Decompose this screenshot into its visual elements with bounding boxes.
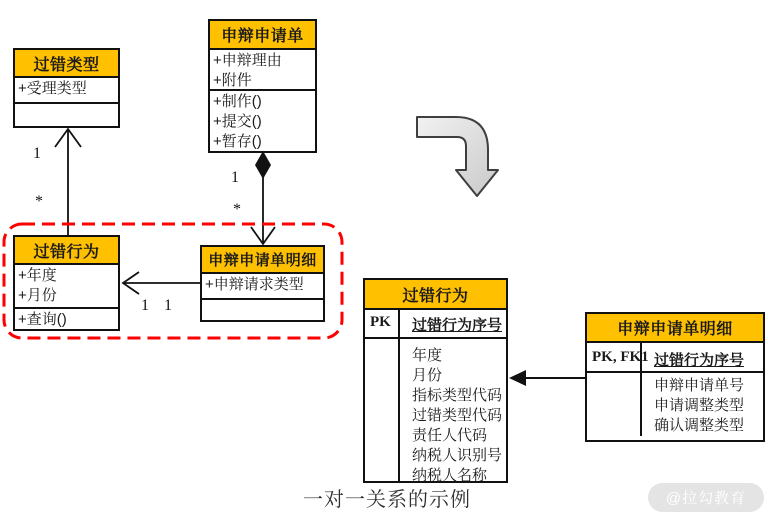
attribute: +年度 xyxy=(18,267,57,284)
uml-class-form-detail xyxy=(200,245,325,322)
method: +暂存() xyxy=(213,133,262,150)
er-body-row xyxy=(587,373,763,436)
composition-connector xyxy=(251,151,275,244)
multiplicity-generalization-child: * xyxy=(35,193,43,210)
er-field: 月份 xyxy=(412,367,443,384)
er-key-spacer xyxy=(365,339,400,481)
er-field: 确认调整类型 xyxy=(654,417,745,434)
er-fields xyxy=(400,339,506,484)
er-field: 申请调整类型 xyxy=(654,397,745,414)
watermark-badge: @拉勾教育 xyxy=(648,483,764,512)
er-key-label: PK, FK1 xyxy=(587,343,642,371)
class-attributes xyxy=(202,274,323,300)
class-attributes xyxy=(15,265,118,309)
attribute: +月份 xyxy=(18,287,57,304)
er-field: 纳税人名称 xyxy=(412,467,488,484)
er-fields xyxy=(642,373,763,436)
class-title: 申辩申请单 xyxy=(210,21,315,50)
er-body-row xyxy=(365,339,506,484)
er-relationship-arrow xyxy=(509,370,585,386)
transform-arrow-icon xyxy=(417,117,498,196)
er-table-form-detail xyxy=(585,312,765,442)
er-table-title: 过错行为 xyxy=(365,280,506,310)
composition-diamond-icon xyxy=(255,151,271,179)
er-table-error-behavior xyxy=(363,278,508,483)
method: +查询() xyxy=(18,311,67,328)
er-field: 申辩申请单号 xyxy=(654,377,745,394)
multiplicity-association-left: 1 xyxy=(141,297,149,314)
class-methods xyxy=(210,91,315,151)
class-title: 申辩申请单明细 xyxy=(202,247,323,274)
class-methods-empty xyxy=(15,104,118,126)
er-field: 过错类型代码 xyxy=(412,407,503,424)
er-table-title: 申辩申请单明细 xyxy=(587,314,763,343)
er-field: 年度 xyxy=(412,347,443,364)
generalization-arrow xyxy=(55,129,81,235)
multiplicity-association-right: 1 xyxy=(164,297,172,314)
er-field: 指标类型代码 xyxy=(412,387,503,404)
uml-class-defense-form xyxy=(208,19,317,153)
er-field: 纳税人识别号 xyxy=(412,447,503,464)
multiplicity-generalization-parent: 1 xyxy=(33,145,41,162)
association-arrow xyxy=(123,272,200,294)
attribute: +申辩理由 xyxy=(213,52,282,69)
uml-class-error-behavior xyxy=(13,235,120,331)
er-key-spacer xyxy=(587,373,642,436)
er-key-row xyxy=(587,343,763,373)
method: +提交() xyxy=(213,113,262,130)
class-methods-empty xyxy=(202,300,323,320)
uml-class-error-type xyxy=(13,48,120,128)
class-title: 过错类型 xyxy=(15,50,118,78)
attribute: +受理类型 xyxy=(18,80,87,97)
method: +制作() xyxy=(213,93,262,110)
er-key-field: 过错行为序号 xyxy=(654,352,745,369)
class-methods xyxy=(15,309,118,329)
attribute: +附件 xyxy=(213,72,252,89)
er-key-label: PK xyxy=(365,310,400,337)
diagram-caption: 一对一关系的示例 xyxy=(303,489,471,511)
multiplicity-composition-whole: 1 xyxy=(231,169,239,186)
multiplicity-composition-part: * xyxy=(233,201,241,218)
er-field: 责任人代码 xyxy=(412,427,488,444)
er-key-field: 过错行为序号 xyxy=(412,317,503,334)
class-attributes xyxy=(210,50,315,91)
class-title: 过错行为 xyxy=(15,237,118,265)
attribute: +申辩请求类型 xyxy=(205,276,304,293)
er-key-row xyxy=(365,310,506,339)
class-attributes xyxy=(15,78,118,104)
